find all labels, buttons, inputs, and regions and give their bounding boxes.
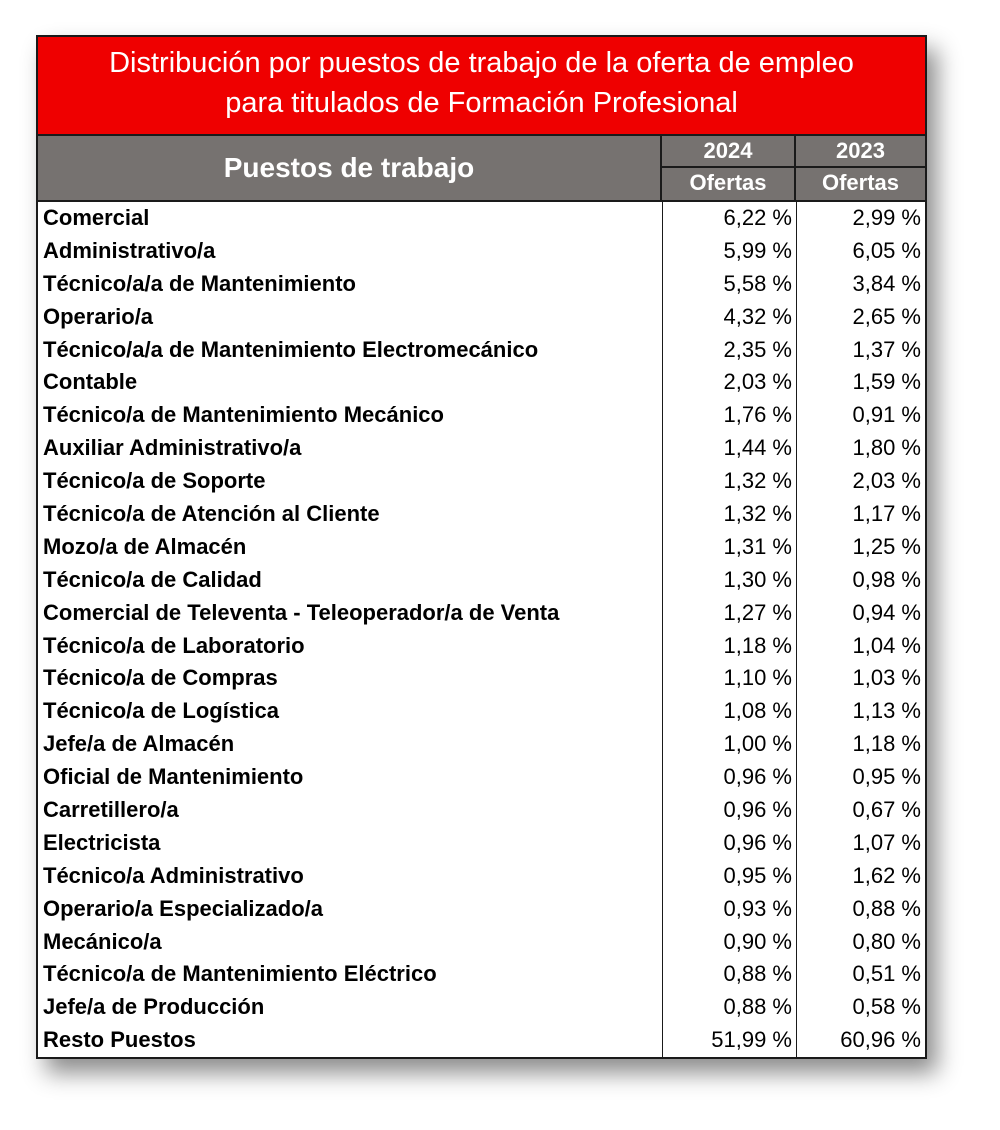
table-row — [38, 630, 925, 663]
job-title-cell: Jefe/a de Producción — [43, 994, 265, 1020]
header-column-2024 — [662, 136, 796, 200]
job-title-cell: Técnico/a de Compras — [43, 665, 278, 691]
job-title-cell: Operario/a — [43, 303, 154, 329]
job-title-cell: Técnico/a de Logística — [43, 698, 279, 724]
table-header — [38, 134, 925, 202]
job-title-cell: Técnico/a de Laboratorio — [43, 632, 305, 658]
table-row — [38, 498, 925, 531]
value-2024-cell: 0,93 % — [723, 895, 792, 921]
header-job-title: Puestos de trabajo — [38, 136, 662, 200]
value-2024-cell: 0,96 % — [723, 764, 792, 790]
value-2023-cell: 1,03 % — [852, 665, 921, 691]
value-2024-cell: 51,99 % — [711, 1027, 792, 1053]
table-title-line-1: Distribución por puestos de trabajo de la oferta de empleo — [109, 47, 854, 79]
table-row — [38, 958, 925, 991]
table-row — [38, 531, 925, 564]
table-row — [38, 268, 925, 301]
job-title-cell: Administrativo/a — [43, 237, 216, 263]
header-offers-2023: Ofertas — [821, 170, 900, 195]
value-2023-cell: 1,62 % — [852, 862, 921, 888]
value-2024-cell: 5,99 % — [723, 237, 792, 263]
value-2023-cell: 1,25 % — [852, 533, 921, 559]
value-2023-cell: 1,18 % — [852, 731, 921, 757]
job-title-cell: Técnico/a Administrativo — [43, 862, 304, 888]
value-2023-cell: 0,58 % — [852, 994, 921, 1020]
job-title-cell: Oficial de Mantenimiento — [43, 764, 304, 790]
value-2023-cell: 2,99 % — [852, 205, 921, 230]
job-title-cell: Técnico/a/a de Mantenimiento — [43, 270, 356, 296]
job-title-cell: Mecánico/a — [43, 928, 162, 954]
job-title-cell: Técnico/a de Mantenimiento Mecánico — [43, 402, 444, 428]
table-row — [38, 893, 925, 926]
value-2024-cell: 0,88 % — [723, 961, 792, 987]
table-row — [38, 334, 925, 367]
value-2024-cell: 5,58 % — [723, 270, 792, 296]
value-2024-cell: 1,32 % — [723, 468, 792, 494]
job-title-cell: Resto Puestos — [43, 1027, 196, 1053]
table-row — [38, 662, 925, 695]
value-2024-cell: 4,32 % — [723, 303, 792, 329]
table-row — [38, 399, 925, 432]
value-2023-cell: 60,96 % — [840, 1027, 921, 1053]
job-title-cell: Electricista — [43, 829, 161, 855]
value-2023-cell: 0,98 % — [852, 566, 921, 592]
job-title-cell: Comercial — [43, 205, 150, 230]
job-title-cell: Técnico/a de Atención al Cliente — [43, 501, 380, 527]
table-body — [38, 202, 925, 1057]
value-2024-cell: 0,96 % — [723, 797, 792, 823]
value-2023-cell: 0,51 % — [852, 961, 921, 987]
value-2024-cell: 1,08 % — [723, 698, 792, 724]
value-2024-cell: 0,96 % — [723, 829, 792, 855]
header-year-2023: 2023 — [796, 136, 925, 168]
value-2024-cell: 0,90 % — [723, 928, 792, 954]
table-row — [38, 301, 925, 334]
value-2023-cell: 1,80 % — [852, 435, 921, 461]
value-2024-cell: 1,32 % — [723, 501, 792, 527]
value-2024-cell: 1,27 % — [723, 599, 792, 625]
job-title-cell: Técnico/a de Soporte — [43, 468, 266, 494]
value-2024-cell: 0,95 % — [723, 862, 792, 888]
value-2024-cell: 1,18 % — [723, 632, 792, 658]
value-2024-cell: 1,76 % — [723, 402, 792, 428]
table-row — [38, 202, 925, 235]
value-2024-cell: 1,31 % — [723, 533, 792, 559]
value-2023-cell: 2,65 % — [852, 303, 921, 329]
value-2023-cell: 1,17 % — [852, 501, 921, 527]
table-row — [38, 235, 925, 268]
table-row — [38, 366, 925, 399]
value-2023-cell: 0,88 % — [852, 895, 921, 921]
job-title-cell: Operario/a Especializado/a — [43, 895, 324, 921]
value-2023-cell: 2,03 % — [852, 468, 921, 494]
job-title-cell: Técnico/a de Calidad — [43, 566, 262, 592]
job-title-cell: Jefe/a de Almacén — [43, 731, 235, 757]
value-2023-cell: 1,04 % — [852, 632, 921, 658]
table-row — [38, 728, 925, 761]
table-row — [38, 465, 925, 498]
value-2023-cell: 0,95 % — [852, 764, 921, 790]
header-column-2023 — [796, 136, 925, 200]
table-title-line-2: para titulados de Formación Profesional — [225, 87, 738, 119]
job-title-cell: Comercial de Televenta - Teleoperador/a de Venta — [43, 599, 560, 625]
job-title-cell: Mozo/a de Almacén — [43, 533, 247, 559]
value-2023-cell: 1,13 % — [852, 698, 921, 724]
value-2024-cell: 1,00 % — [723, 731, 792, 757]
job-title-cell: Auxiliar Administrativo/a — [43, 435, 302, 461]
value-2024-cell: 0,88 % — [723, 994, 792, 1020]
job-title-cell: Contable — [43, 369, 138, 395]
value-2023-cell: 1,59 % — [852, 369, 921, 395]
table-row — [38, 1024, 925, 1057]
table-row — [38, 564, 925, 597]
table-row — [38, 794, 925, 827]
value-2023-cell: 1,07 % — [852, 829, 921, 855]
value-2024-cell: 1,44 % — [723, 435, 792, 461]
header-year-2024: 2024 — [662, 136, 794, 168]
table-row — [38, 860, 925, 893]
value-2023-cell: 1,37 % — [852, 336, 921, 362]
job-title-cell: Técnico/a/a de Mantenimiento Electromecánico — [43, 336, 539, 362]
value-2023-cell: 0,94 % — [852, 599, 921, 625]
value-2024-cell: 2,03 % — [723, 369, 792, 395]
value-2023-cell: 0,67 % — [852, 797, 921, 823]
value-2023-cell: 0,91 % — [852, 402, 921, 428]
table-row — [38, 827, 925, 860]
value-2024-cell: 1,10 % — [723, 665, 792, 691]
job-title-cell: Técnico/a de Mantenimiento Eléctrico — [43, 961, 437, 987]
value-2024-cell: 6,22 % — [723, 205, 792, 230]
table-row — [38, 432, 925, 465]
value-2023-cell: 3,84 % — [852, 270, 921, 296]
value-2023-cell: 0,80 % — [852, 928, 921, 954]
table-card — [36, 35, 927, 1059]
header-offers-2024: Ofertas — [689, 170, 767, 195]
value-2023-cell: 6,05 % — [852, 237, 921, 263]
value-2024-cell: 2,35 % — [723, 336, 792, 362]
table-row — [38, 695, 925, 728]
table-row — [38, 926, 925, 959]
value-2024-cell: 1,30 % — [723, 566, 792, 592]
table-title — [38, 37, 925, 134]
table-row — [38, 597, 925, 630]
table-row — [38, 761, 925, 794]
table-row — [38, 991, 925, 1024]
job-title-cell: Carretillero/a — [43, 797, 179, 823]
